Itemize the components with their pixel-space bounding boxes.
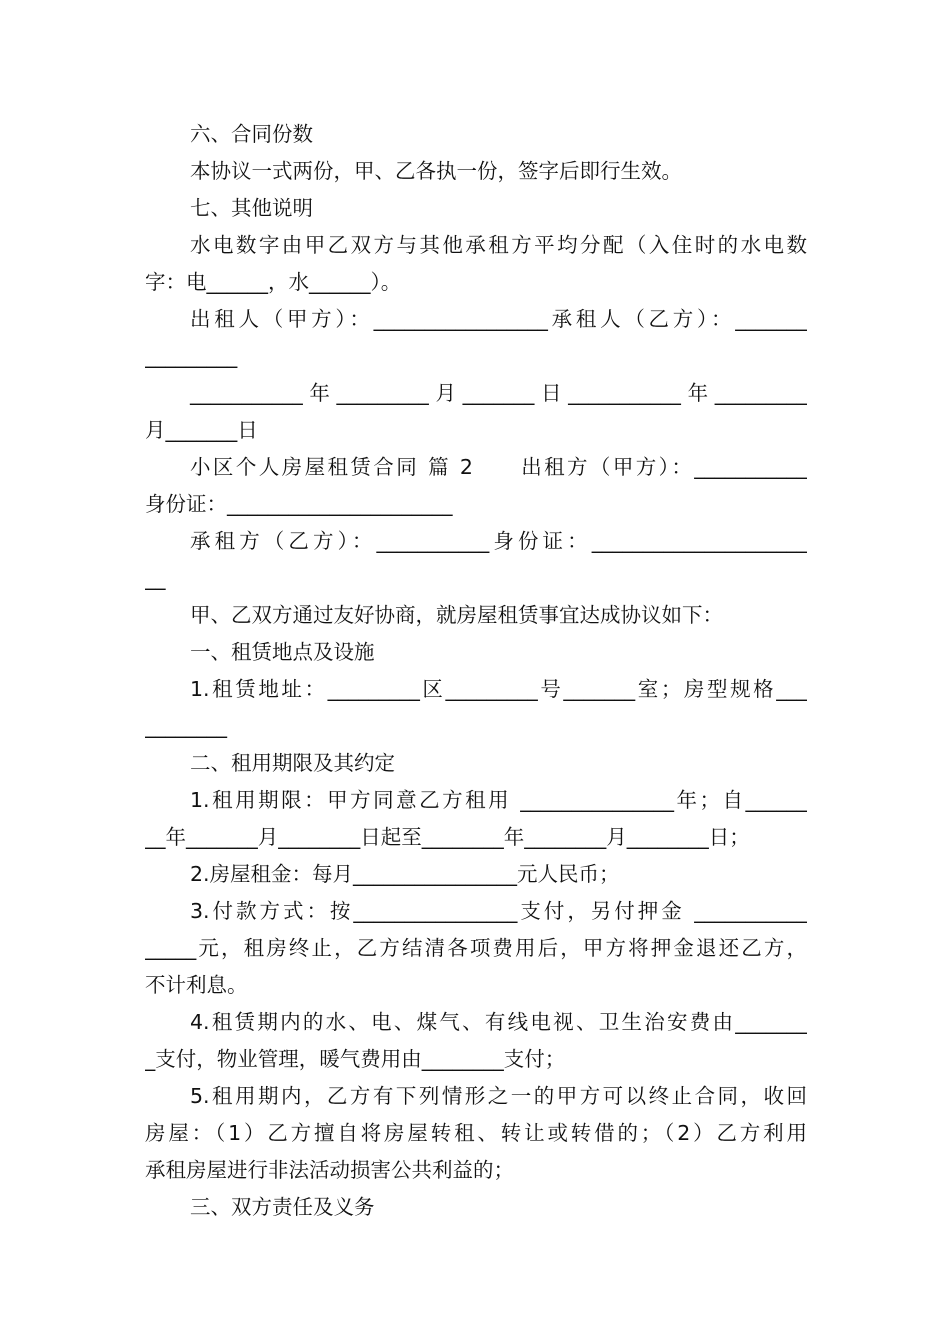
paragraph-utilities-line-1: 水电数字由甲乙双方与其他承租方平均分配（入住时的水电数: [190, 233, 807, 257]
payment-clause-line-3: 不计利息。: [145, 973, 248, 997]
section-heading-term: 二、租用期限及其约定: [190, 751, 395, 775]
section-heading-location: 一、租赁地点及设施: [190, 640, 375, 664]
section-heading-responsibilities: 三、双方责任及义务: [190, 1195, 375, 1219]
paragraph-agreement: 甲、乙双方通过友好协商，就房屋租赁事宜达成协议如下：: [190, 603, 723, 627]
paragraph-utilities-line-2: 字：电______，水______）。: [145, 270, 402, 294]
fees-clause-line-1: 4.租赁期内的水、电、煤气、有线电视、卫生治安费由_______: [190, 1010, 807, 1034]
signature-lessor-lessee-line-1: 出租人（甲方）：_________________承租人（乙方）：_______: [190, 307, 807, 331]
contract-title-lessor-line-2: 身份证：______________________: [145, 492, 453, 516]
section-heading-other: 七、其他说明: [190, 196, 313, 220]
document-page: [145, 116, 807, 1226]
lease-term-line-1: 1.租用期限：甲方同意乙方租用 _______________年；自______: [190, 788, 807, 812]
rent-clause: 2.房屋租金：每月________________元人民币；: [190, 862, 620, 886]
termination-clause-line-3: 承租房屋进行非法活动损害公共利益的；: [145, 1158, 514, 1182]
lessee-id-line-2: __: [145, 566, 166, 590]
payment-clause-line-1: 3.付款方式：按________________支付，另付押金 ___________: [190, 899, 807, 923]
lease-address-line-1: 1.租赁地址：_________区_________号_______室；房型规格___: [190, 677, 807, 701]
signature-lessor-lessee-line-2: _________: [145, 344, 238, 368]
lease-term-line-2: __年_______月________日起至________年________月________日；: [145, 825, 750, 849]
contract-title-lessor-line-1: 小区个人房屋租赁合同 篇 2 出租方（甲方）：___________: [190, 455, 807, 479]
paragraph-copies: 本协议一式两份，甲、乙各执一份，签字后即行生效。: [190, 159, 682, 183]
payment-clause-line-2: _____元，租房终止，乙方结清各项费用后，甲方将押金退还乙方，: [145, 936, 807, 960]
termination-clause-line-1: 5.租用期内，乙方有下列情形之一的甲方可以终止合同，收回: [190, 1084, 807, 1108]
section-heading-copies: 六、合同份数: [190, 122, 313, 146]
fees-clause-line-2: _支付，物业管理，暖气费用由________支付；: [145, 1047, 566, 1071]
lessee-id-line-1: 承租方（乙方）：___________身份证：_____________________: [190, 529, 807, 553]
signature-date-line-2: 月_______日: [145, 418, 258, 442]
signature-date-line-1: ___________年_________月_______日___________年_________: [190, 381, 807, 405]
lease-address-line-2: ________: [145, 714, 227, 738]
termination-clause-line-2: 房屋：（1）乙方擅自将房屋转租、转让或转借的；（2）乙方利用: [145, 1121, 807, 1145]
